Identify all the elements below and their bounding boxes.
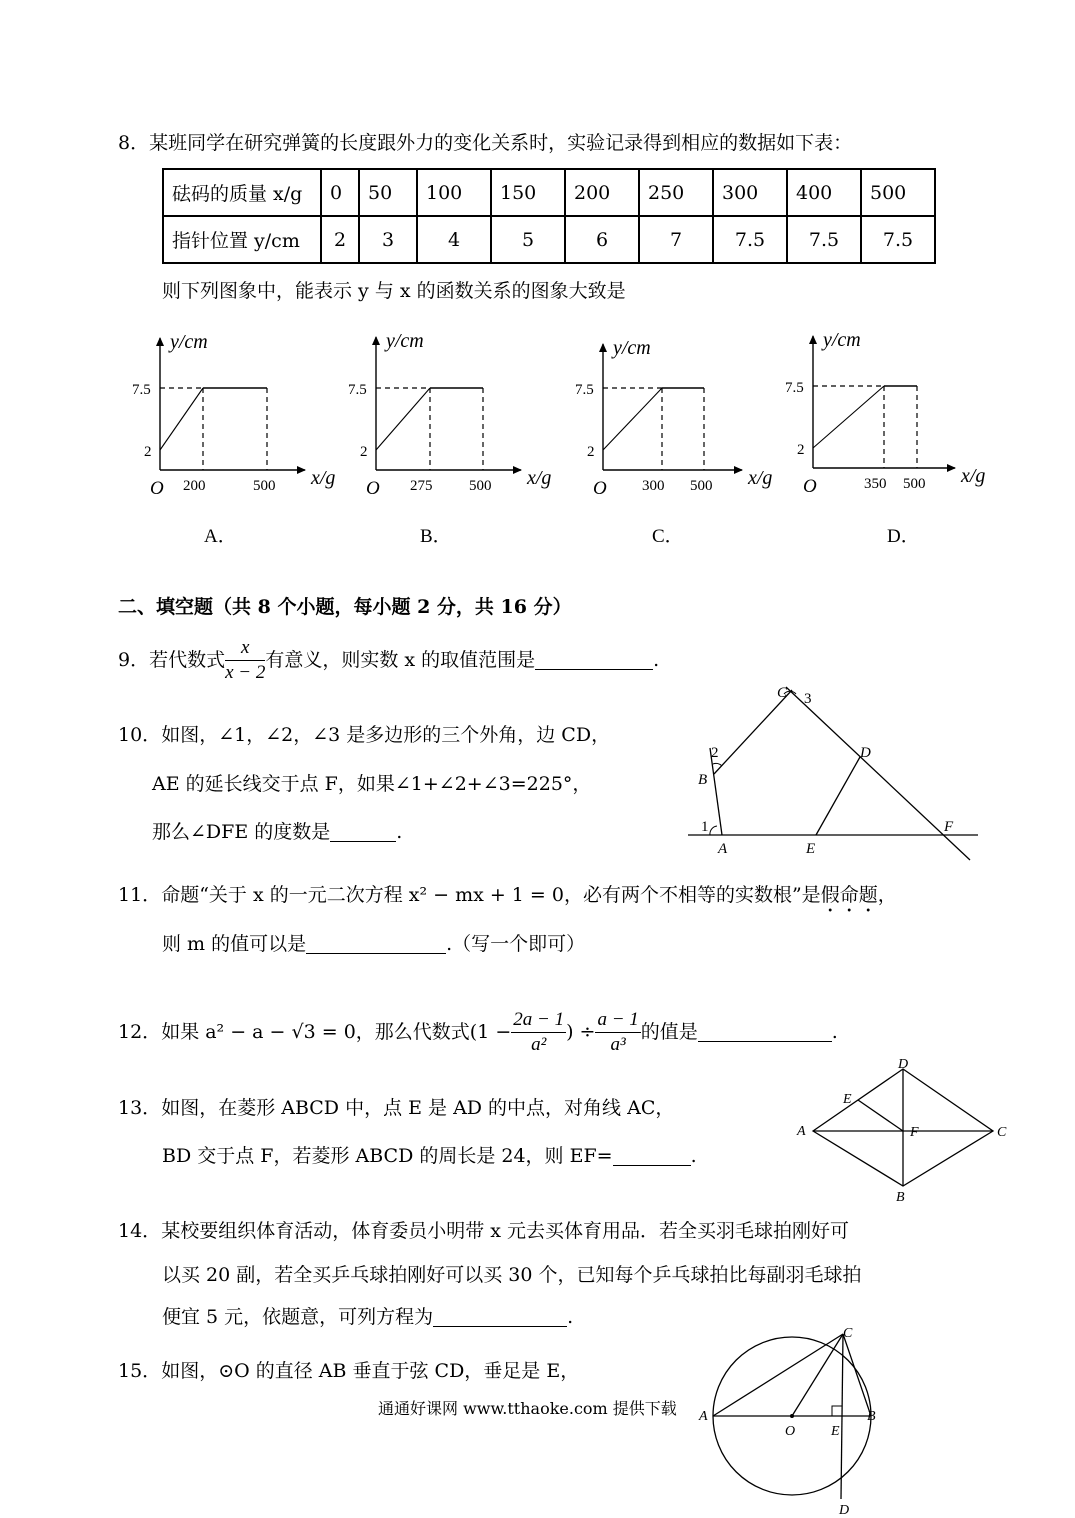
q10-text: 那么∠DFE 的度数是 [152, 821, 331, 843]
y-tick-label: 2 [144, 444, 152, 460]
q11-line2 [162, 935, 585, 954]
origin-label: O [593, 478, 607, 499]
label-D: D [860, 745, 871, 761]
option-label: D． [887, 526, 920, 547]
table-row [163, 169, 935, 216]
fraction-denominator: x − 2 [225, 661, 266, 683]
q14-line2: 以买 20 副，若全买乒乓球拍刚好可以买 30 个，已知每个乒乓球拍比每副羽毛球拍 [162, 1264, 862, 1286]
label-B: B [896, 1190, 905, 1205]
origin-label: O [803, 476, 817, 497]
q15-figure [695, 1320, 885, 1515]
q12-mid: ) ÷ [566, 1020, 596, 1043]
table-cell: 250 [639, 169, 713, 216]
q13-number: 13． [118, 1097, 162, 1119]
q15-number: 15． [118, 1360, 162, 1382]
x-axis-label: x/g [527, 467, 552, 489]
table-cell: 0 [321, 169, 359, 216]
q12-fraction-1 [511, 1008, 566, 1057]
fraction-numerator: x [225, 636, 265, 661]
label-B: B [867, 1409, 876, 1424]
q9-line [118, 636, 659, 685]
label-O: O [785, 1424, 796, 1439]
label-C: C [843, 1326, 853, 1341]
y-tick-label: 2 [360, 444, 368, 460]
x-axis-label: x/g [748, 467, 773, 489]
fraction-numerator: 2a − 1 [511, 1008, 566, 1033]
label-2: 2 [711, 745, 719, 761]
label-E: E [806, 841, 816, 857]
option-label: A． [204, 526, 237, 547]
table-row [163, 216, 935, 263]
q12-open: (1 − [469, 1020, 512, 1043]
q12-pre: 如果 a² − a − √3 = 0，那么代数式 [161, 1020, 470, 1043]
label-F: F [910, 1125, 919, 1140]
table-cell: 500 [861, 169, 935, 216]
answer-blank[interactable] [433, 1308, 567, 1327]
rising-segment [813, 386, 884, 448]
rising-segment [160, 388, 203, 450]
y-tick-label: 7.5 [348, 382, 367, 398]
q8-prompt: 则下列图象中，能表示 y 与 x 的函数关系的图象大致是 [162, 280, 626, 302]
q9-fraction [225, 636, 265, 685]
label-F: F [944, 819, 954, 835]
answer-blank[interactable] [330, 823, 396, 842]
x-tick-label: 500 [469, 478, 492, 494]
q8-graphs [0, 320, 1075, 550]
table-cell: 200 [565, 169, 639, 216]
label-E: E [843, 1092, 852, 1107]
x-tick-label: 500 [690, 478, 713, 494]
table-cell: 2 [321, 216, 359, 263]
table-cell: 砝码的质量 x/g [163, 169, 321, 216]
label-A: A [797, 1124, 806, 1139]
answer-blank[interactable] [613, 1147, 691, 1166]
q10-line2: AE 的延长线交于点 F，如果∠1+∠2+∠3=225°， [152, 773, 592, 795]
label-A: A [699, 1409, 708, 1424]
q13-line2 [162, 1147, 697, 1166]
x-tick-label: 500 [253, 478, 276, 494]
option-label: B． [420, 526, 452, 547]
answer-blank[interactable] [698, 1023, 832, 1042]
q14-end: . [567, 1306, 574, 1328]
table-cell: 3 [359, 216, 417, 263]
q15-line1 [118, 1362, 579, 1381]
y-axis-label: y/cm [170, 331, 208, 353]
table-cell: 6 [565, 216, 639, 263]
fraction-denominator: a³ [610, 1033, 626, 1055]
q10-end: . [396, 821, 403, 843]
q8-data-table [162, 168, 936, 264]
table-cell: 7.5 [787, 216, 861, 263]
q12-line [118, 1008, 838, 1057]
y-axis-label: y/cm [386, 330, 424, 352]
rising-segment [376, 388, 430, 450]
y-tick-label: 7.5 [132, 382, 151, 398]
page-footer: 通通好课网 www.tthaoke.com 提供下载 [378, 1399, 677, 1418]
q8-number: 8． [118, 132, 150, 154]
q11-emphasis: 假命题 [820, 884, 878, 906]
table-cell: 指针位置 y/cm [163, 216, 321, 263]
x-axis-label: x/g [311, 467, 336, 489]
table-cell: 7 [639, 216, 713, 263]
origin-label: O [366, 478, 380, 499]
q15-text: 如图，⊙O 的直径 AB 垂直于弦 CD，垂足是 E， [161, 1360, 580, 1382]
q12-fraction-2 [595, 1008, 640, 1057]
q11-text-end: .（写一个即可） [446, 933, 586, 955]
y-axis-label: y/cm [613, 337, 651, 359]
y-axis-label: y/cm [823, 329, 861, 351]
q11-number: 11． [118, 884, 162, 906]
x-tick-label: 200 [183, 478, 206, 494]
x-tick-label: 275 [410, 478, 433, 494]
rising-segment [603, 388, 662, 450]
q10-line1 [118, 726, 610, 745]
q8-line [118, 134, 852, 153]
table-cell: 100 [417, 169, 491, 216]
q9-end: . [653, 648, 660, 671]
label-C: C [997, 1125, 1007, 1140]
q11-text: 则 m 的值可以是 [162, 933, 307, 955]
y-tick-label: 2 [797, 442, 805, 458]
x-axis-label: x/g [961, 465, 986, 487]
x-tick-label: 350 [864, 476, 887, 492]
q13-figure [790, 1055, 1020, 1205]
q10-line3 [152, 823, 402, 842]
q13-text: 如图，在菱形 ABCD 中，点 E 是 AD 的中点，对角线 AC， [161, 1097, 675, 1119]
label-C: C [777, 685, 788, 701]
label-E: E [831, 1424, 840, 1439]
q13-line1 [118, 1099, 674, 1118]
label-D: D [898, 1057, 909, 1072]
q11-comma: ， [877, 884, 897, 906]
q14-line1 [118, 1222, 849, 1241]
q12-number: 12． [118, 1020, 162, 1043]
q14-number: 14． [118, 1220, 162, 1242]
q12-post: 的值是 [640, 1020, 698, 1043]
fraction-numerator: a − 1 [595, 1008, 640, 1033]
q10-figure [680, 680, 990, 865]
table-cell: 400 [787, 169, 861, 216]
q13-end: . [690, 1145, 697, 1167]
q14-text: 某校要组织体育活动，体育委员小明带 x 元去买体育用品．若全买羽毛球拍刚好可 [161, 1220, 849, 1242]
label-D: D [839, 1503, 850, 1515]
y-tick-label: 7.5 [785, 380, 804, 396]
q8-text: 某班同学在研究弹簧的长度跟外力的变化关系时，实验记录得到相应的数据如下表： [149, 132, 853, 154]
table-cell: 150 [491, 169, 565, 216]
section-title: 二、填空题（共 8 个小题，每小题 2 分，共 16 分） [118, 596, 572, 618]
q10-text: 如图，∠1，∠2，∠3 是多边形的三个外角，边 CD， [161, 724, 611, 746]
q11-text: 命题“关于 x 的一元二次方程 x² − mx + 1 = 0，必有两个不相等的实数根”是 [161, 884, 821, 906]
y-tick-label: 7.5 [575, 382, 594, 398]
q14-text: 便宜 5 元，依题意，可列方程为 [162, 1306, 434, 1328]
label-3: 3 [804, 691, 812, 707]
table-cell: 300 [713, 169, 787, 216]
label-B: B [698, 772, 708, 788]
q12-end: . [831, 1020, 838, 1043]
table-cell: 50 [359, 169, 417, 216]
answer-blank[interactable] [535, 651, 653, 670]
answer-blank[interactable] [306, 935, 446, 954]
table-cell: 4 [417, 216, 491, 263]
table-cell: 5 [491, 216, 565, 263]
label-1: 1 [701, 819, 709, 835]
origin-label: O [150, 478, 164, 499]
y-tick-label: 2 [587, 444, 595, 460]
q10-number: 10． [118, 724, 162, 746]
q14-line3 [162, 1308, 573, 1327]
table-cell: 7.5 [861, 216, 935, 263]
option-label: C． [652, 526, 684, 547]
q9-number: 9． [118, 648, 150, 671]
fraction-denominator: a² [531, 1033, 547, 1055]
x-tick-label: 500 [903, 476, 926, 492]
q11-line1 [118, 884, 897, 917]
label-A: A [718, 841, 728, 857]
q13-text: BD 交于点 F，若菱形 ABCD 的周长是 24，则 EF= [162, 1145, 613, 1167]
q9-pre: 若代数式 [149, 648, 226, 671]
table-cell: 7.5 [713, 216, 787, 263]
q9-post: 有意义，则实数 x 的取值范围是 [265, 648, 536, 671]
x-tick-label: 300 [642, 478, 665, 494]
